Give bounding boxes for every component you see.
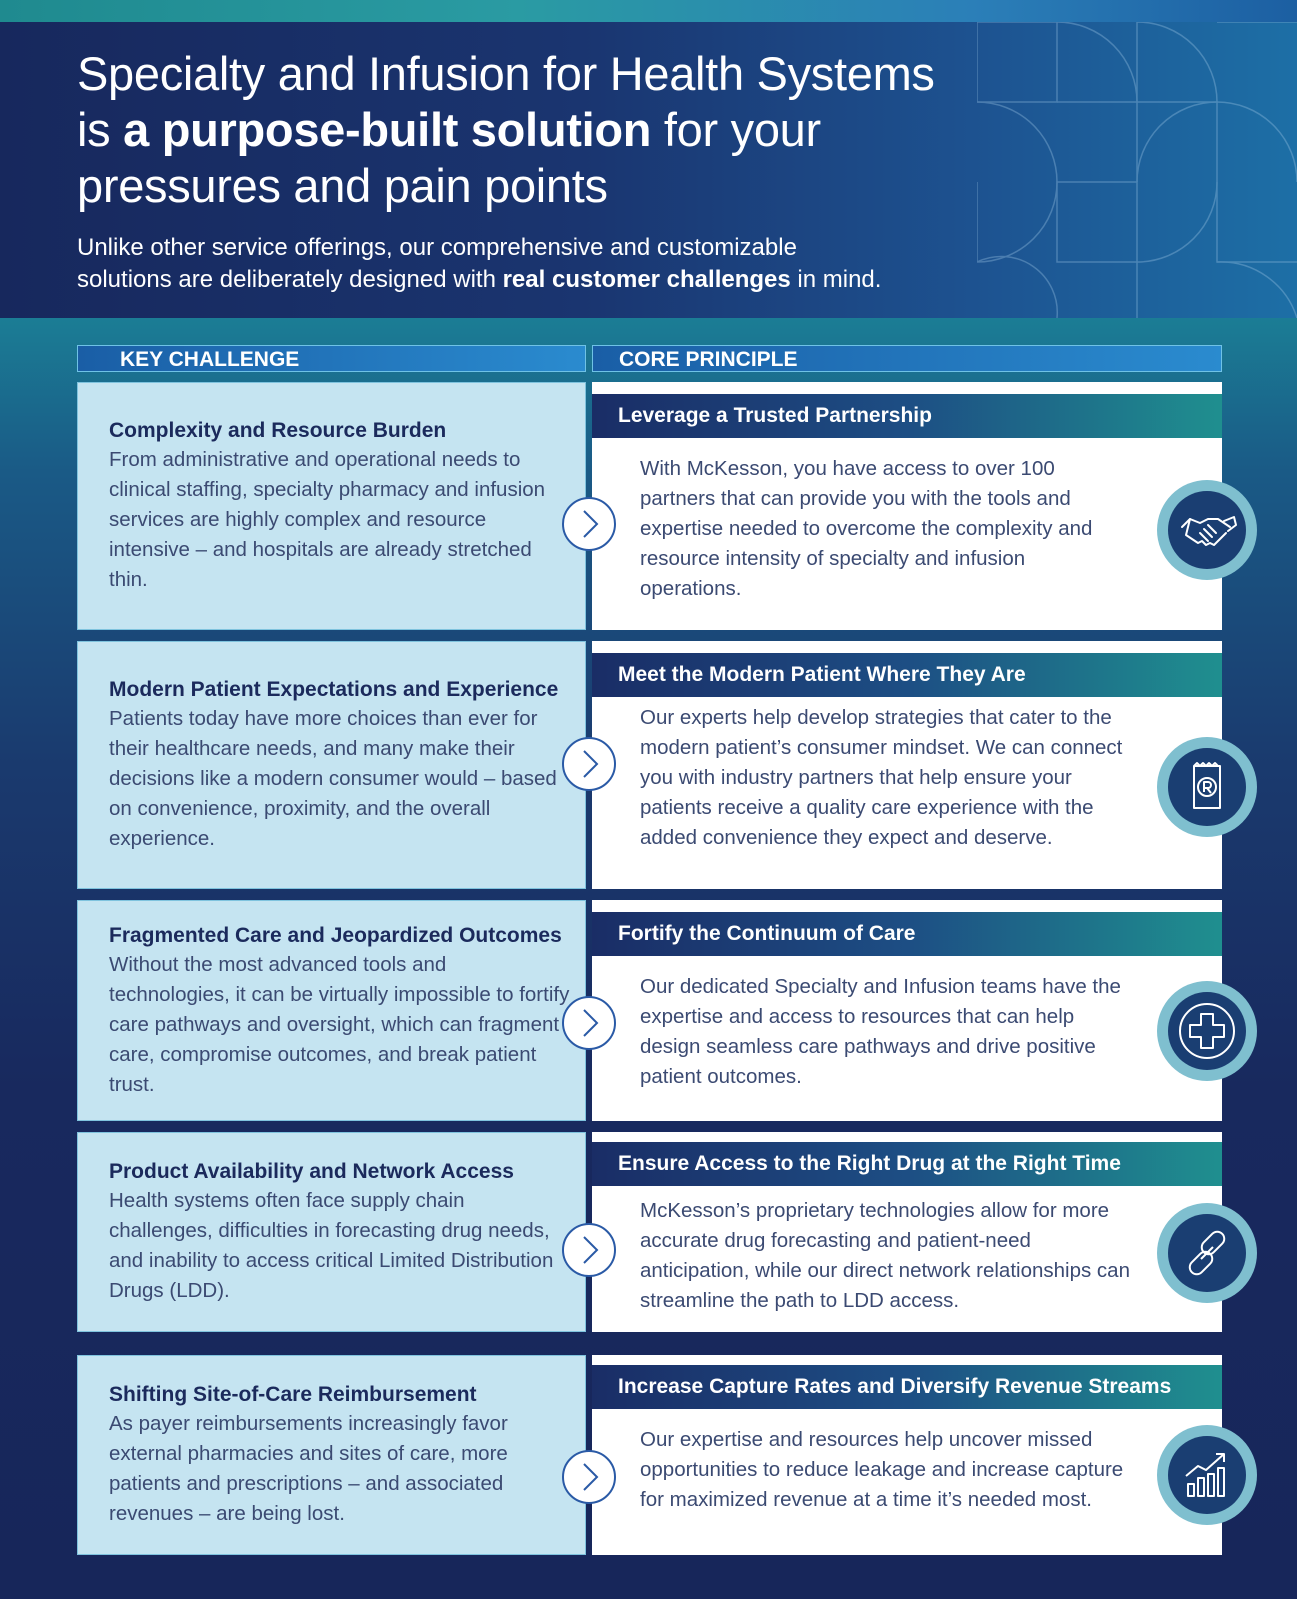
principle-card-partnership xyxy=(592,382,1222,630)
subtitle-line-2-bold: real customer challenges xyxy=(502,266,791,293)
challenge-card-patient-expectations xyxy=(77,641,586,889)
challenge-card-complexity xyxy=(77,382,586,630)
medical-cross-icon xyxy=(1168,992,1246,1070)
header-banner xyxy=(0,22,1297,318)
page-title xyxy=(77,46,977,214)
principle-title: Fortify the Continuum of Care xyxy=(592,912,1222,956)
challenge-body: From administrative and operational needs to clinical staffing, specialty pharmacy and infusion services are highly complex and resource intensive – and hospitals are already stretched thin. xyxy=(109,448,546,591)
key-challenge-header: KEY CHALLENGE xyxy=(77,345,586,372)
chain-link-icon-badge xyxy=(1157,1203,1257,1303)
handshake-icon-badge xyxy=(1157,480,1257,580)
challenge-body: As payer reimbursements increasingly favor external pharmacies and sites of care, more patients and prescriptions – and associated revenues – are being lost. xyxy=(109,1412,508,1525)
title-line-2-pre: is xyxy=(77,103,124,156)
chevron-right-icon xyxy=(564,1452,614,1502)
subtitle-line-2-post: in mind. xyxy=(790,266,882,293)
challenge-card-reimbursement xyxy=(77,1355,586,1555)
arrow-connector xyxy=(562,1223,616,1277)
handshake-icon xyxy=(1168,491,1246,569)
challenge-title: Modern Patient Expectations and Experience xyxy=(109,678,559,701)
principle-card-drug-access xyxy=(592,1132,1222,1332)
principle-body: Our expertise and resources help uncover missed opportunities to reduce leakage and increase capture for maximized revenue at a time it’s needed most. xyxy=(640,1428,1124,1511)
title-line-2 xyxy=(77,102,977,158)
subtitle-line-2 xyxy=(77,264,977,296)
page-subtitle xyxy=(77,232,977,296)
principle-card-modern-patient xyxy=(592,641,1222,889)
title-line-2-post: for your xyxy=(651,103,821,156)
principle-card-revenue xyxy=(592,1355,1222,1555)
title-line-1: Specialty and Infusion for Health Systems xyxy=(77,47,935,100)
chain-link-icon xyxy=(1168,1214,1246,1292)
challenge-title: Fragmented Care and Jeopardized Outcomes xyxy=(109,923,562,947)
challenge-body: Health systems often face supply chain challenges, difficulties in forecasting drug needs, and inability to access critical Limited Distribution Drugs (LDD). xyxy=(109,1189,554,1302)
prescription-icon-badge xyxy=(1157,737,1257,837)
principle-body: Our dedicated Specialty and Infusion teams have the expertise and access to resources that can help design seamless care pathways and drive positive patient outcomes. xyxy=(640,975,1121,1088)
arrow-connector xyxy=(562,737,616,791)
prescription-icon xyxy=(1168,748,1246,826)
chevron-right-icon xyxy=(564,739,614,789)
arrow-connector xyxy=(562,1450,616,1504)
decorative-pattern xyxy=(977,22,1297,318)
chevron-right-icon xyxy=(564,1225,614,1275)
core-principle-header: CORE PRINCIPLE xyxy=(592,345,1222,372)
title-line-3: pressures and pain points xyxy=(77,159,608,212)
subtitle-line-2-pre: solutions are deliberately designed with xyxy=(77,266,503,293)
principle-title: Meet the Modern Patient Where They Are xyxy=(592,653,1222,697)
top-stripe xyxy=(0,0,1297,22)
challenge-body: Patients today have more choices than ever for their healthcare needs, and many make their decisions like a modern consumer would – based on convenience, proximity, and the overall experience. xyxy=(109,707,557,850)
title-line-2-bold: a purpose-built solution xyxy=(123,103,652,156)
arrow-connector xyxy=(562,497,616,551)
challenge-body: Without the most advanced tools and technologies, it can be virtually impossible to fortify care pathways and oversight, which can fragment care, compromise outcomes, and break patient trust. xyxy=(109,952,570,1096)
principle-title: Leverage a Trusted Partnership xyxy=(592,394,1222,438)
challenge-title: Product Availability and Network Access xyxy=(109,1160,514,1183)
principle-body: Our experts help develop strategies that cater to the modern patient’s consumer mindset. We can connect you with industry partners that help ensure your patients receive a quality care experience with the added convenience they expect and deserve. xyxy=(640,706,1123,849)
growth-chart-icon xyxy=(1168,1436,1246,1514)
challenge-card-product-availability xyxy=(77,1132,586,1332)
chevron-right-icon xyxy=(564,998,614,1048)
arrow-connector xyxy=(562,996,616,1050)
subtitle-line-1: Unlike other service offerings, our comprehensive and customizable xyxy=(77,234,797,261)
growth-chart-icon-badge xyxy=(1157,1425,1257,1525)
principle-body: With McKesson, you have access to over 100 partners that can provide you with the tools and expertise needed to overcome the complexity and resource intensity of specialty and infusion operations. xyxy=(640,457,1093,600)
principle-body: McKesson’s proprietary technologies allow for more accurate drug forecasting and patient-need anticipation, while our direct network relationships can streamline the path to LDD access. xyxy=(640,1199,1130,1312)
chevron-right-icon xyxy=(564,499,614,549)
challenge-card-fragmented-care xyxy=(77,900,586,1121)
principle-card-continuum xyxy=(592,900,1222,1121)
challenge-title: Complexity and Resource Burden xyxy=(109,419,447,442)
challenge-title: Shifting Site-of-Care Reimbursement xyxy=(109,1383,477,1406)
principle-title: Ensure Access to the Right Drug at the Right Time xyxy=(592,1142,1222,1186)
medical-cross-icon-badge xyxy=(1157,981,1257,1081)
principle-title: Increase Capture Rates and Diversify Revenue Streams xyxy=(592,1365,1222,1409)
